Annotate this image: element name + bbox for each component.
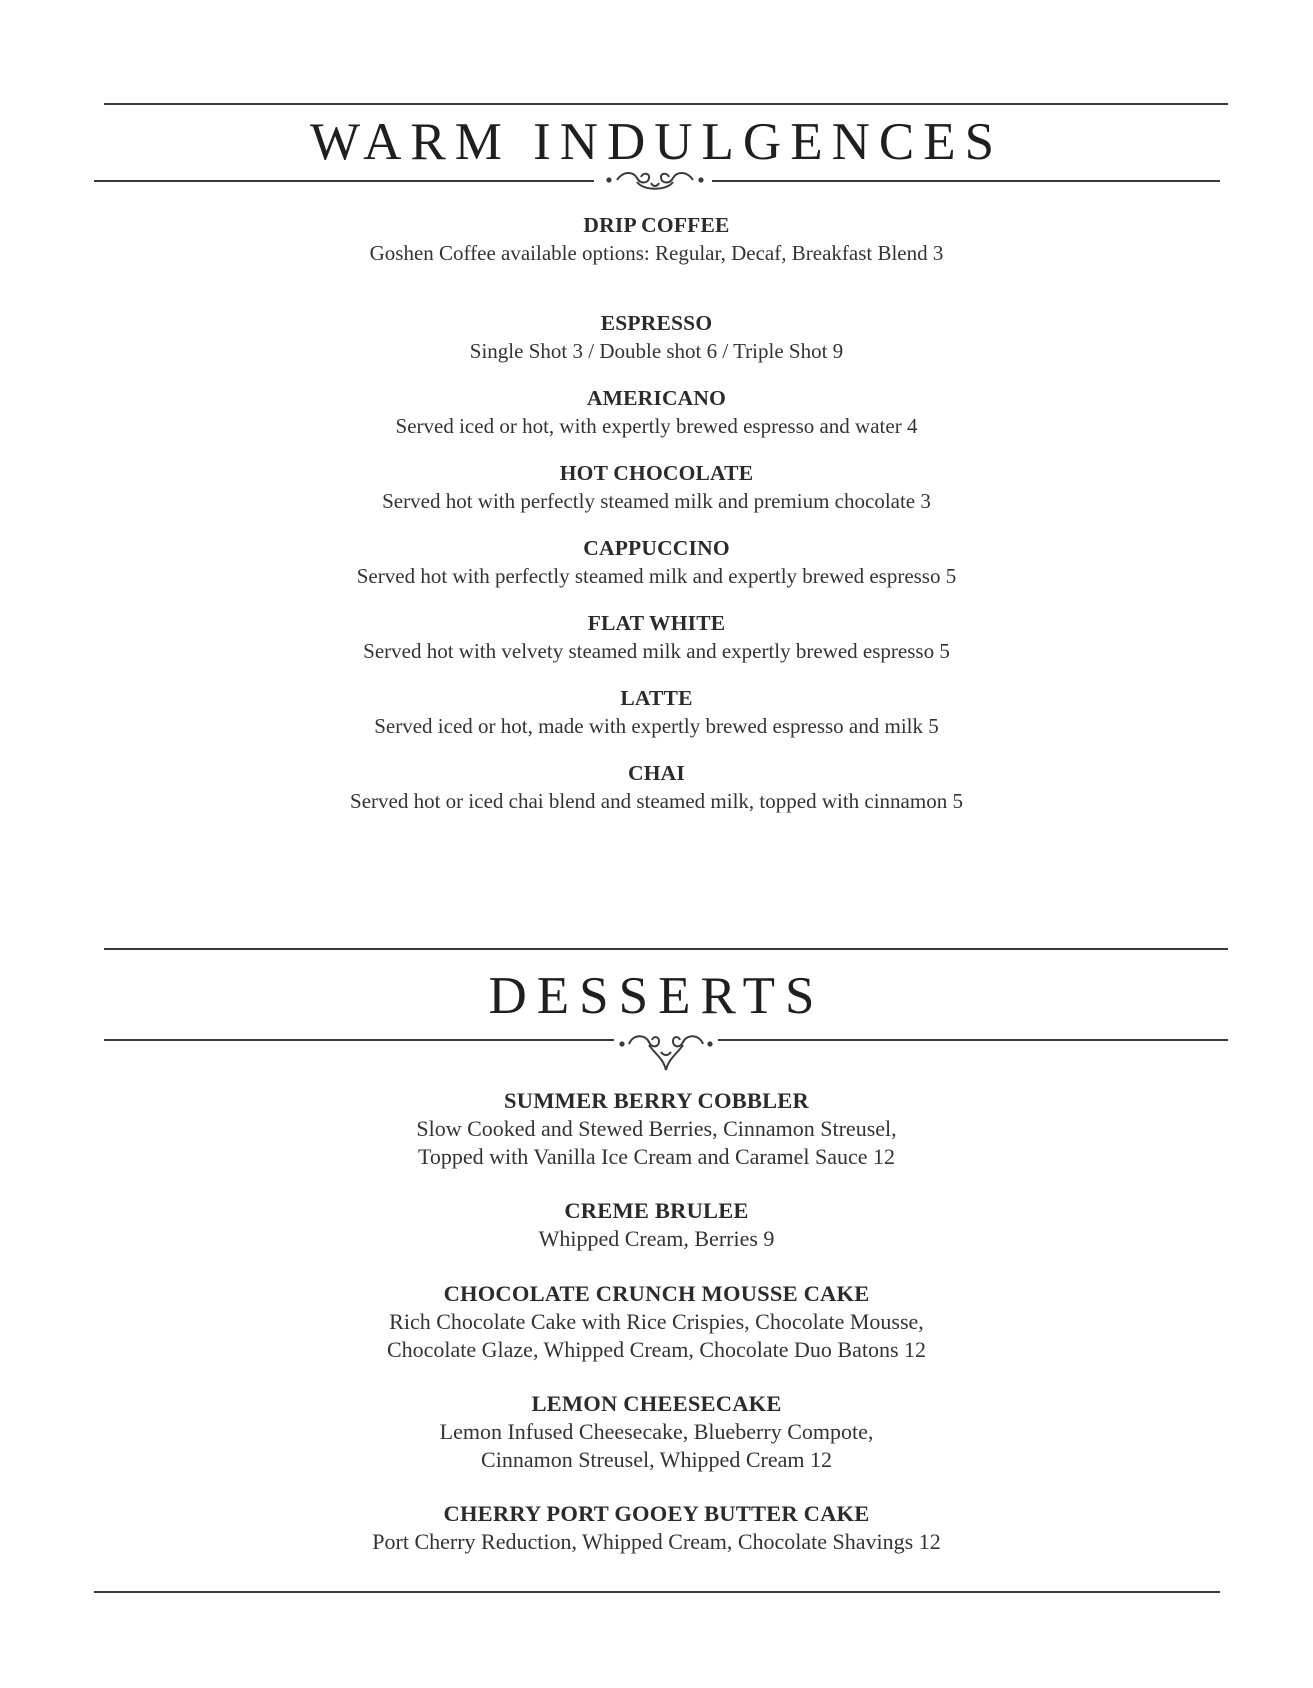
menu-item-latte <box>0 684 1313 740</box>
item-description-line-1: Whipped Cream, Berries 9 <box>538 1226 775 1251</box>
item-description: Served hot or iced chai blend and steamed milk, topped with cinnamon 5 <box>350 789 963 813</box>
menu-item-espresso <box>0 309 1313 365</box>
item-description-line-1: Rich Chocolate Cake with Rice Crispies, Chocolate Mousse, <box>389 1309 924 1334</box>
item-description: Served iced or hot, with expertly brewed espresso and water 4 <box>395 414 918 438</box>
flourish-divider-icon <box>603 169 707 193</box>
item-description-line-1: Slow Cooked and Stewed Berries, Cinnamon Streusel, <box>416 1116 897 1141</box>
desserts-underline-left <box>104 1039 614 1041</box>
desserts-underline-right <box>718 1039 1228 1041</box>
menu-item-hot-chocolate <box>0 459 1313 515</box>
item-name: LEMON CHEESECAKE <box>531 1391 782 1416</box>
item-description: Single Shot 3 / Double shot 6 / Triple Shot 9 <box>469 339 844 363</box>
menu-item-chai <box>0 759 1313 815</box>
item-name: CHAI <box>628 761 685 785</box>
item-name: DRIP COFFEE <box>583 213 730 237</box>
item-name: FLAT WHITE <box>587 611 726 635</box>
menu-item-drip-coffee <box>0 211 1313 267</box>
item-description-line-2: Cinnamon Streusel, Whipped Cream 12 <box>481 1447 832 1472</box>
menu-item-flat-white <box>0 609 1313 665</box>
menu-item-cherry-port-gooey-butter-cake <box>0 1500 1313 1556</box>
section-title-desserts: DESSERTS <box>488 967 825 1025</box>
item-name: CHERRY PORT GOOEY BUTTER CAKE <box>443 1501 870 1526</box>
item-description: Goshen Coffee available options: Regular, Decaf, Breakfast Blend 3 <box>369 241 944 265</box>
top-rule <box>104 103 1228 105</box>
title-underline-left <box>94 180 594 182</box>
item-name: LATTE <box>620 686 693 710</box>
item-description-line-1: Lemon Infused Cheesecake, Blueberry Compote, <box>439 1419 874 1444</box>
item-description: Served iced or hot, made with expertly brewed espresso and milk 5 <box>374 714 939 738</box>
item-description-line-1: Port Cherry Reduction, Whipped Cream, Chocolate Shavings 12 <box>372 1529 941 1554</box>
item-description-line-2: Chocolate Glaze, Whipped Cream, Chocolate Duo Batons 12 <box>386 1337 927 1362</box>
menu-item-creme-brulee <box>0 1197 1313 1253</box>
item-description: Served hot with velvety steamed milk and expertly brewed espresso 5 <box>363 639 950 663</box>
item-name: CAPPUCCINO <box>583 536 730 560</box>
menu-item-cappuccino <box>0 534 1313 590</box>
bottom-rule <box>94 1591 1220 1593</box>
item-description: Served hot with perfectly steamed milk and premium chocolate 3 <box>382 489 931 513</box>
item-name: SUMMER BERRY COBBLER <box>504 1088 809 1113</box>
section-title-warm-indulgences: WARM INDULGENCES <box>309 113 1004 171</box>
item-description: Served hot with perfectly steamed milk and expertly brewed espresso 5 <box>356 564 957 588</box>
title-underline-right <box>712 180 1220 182</box>
menu-item-lemon-cheesecake <box>0 1390 1313 1474</box>
item-name: CHOCOLATE CRUNCH MOUSSE CAKE <box>443 1281 870 1306</box>
desserts-top-rule <box>104 948 1228 950</box>
item-name: HOT CHOCOLATE <box>559 461 754 485</box>
menu-item-summer-berry-cobbler <box>0 1087 1313 1171</box>
flourish-divider-icon <box>617 1030 715 1078</box>
item-name: ESPRESSO <box>600 311 713 335</box>
menu-item-americano <box>0 384 1313 440</box>
item-name: AMERICANO <box>586 386 727 410</box>
item-description-line-2: Topped with Vanilla Ice Cream and Caramel Sauce 12 <box>417 1144 895 1169</box>
menu-item-chocolate-crunch-mousse-cake <box>0 1280 1313 1364</box>
item-name: CREME BRULEE <box>564 1198 749 1223</box>
